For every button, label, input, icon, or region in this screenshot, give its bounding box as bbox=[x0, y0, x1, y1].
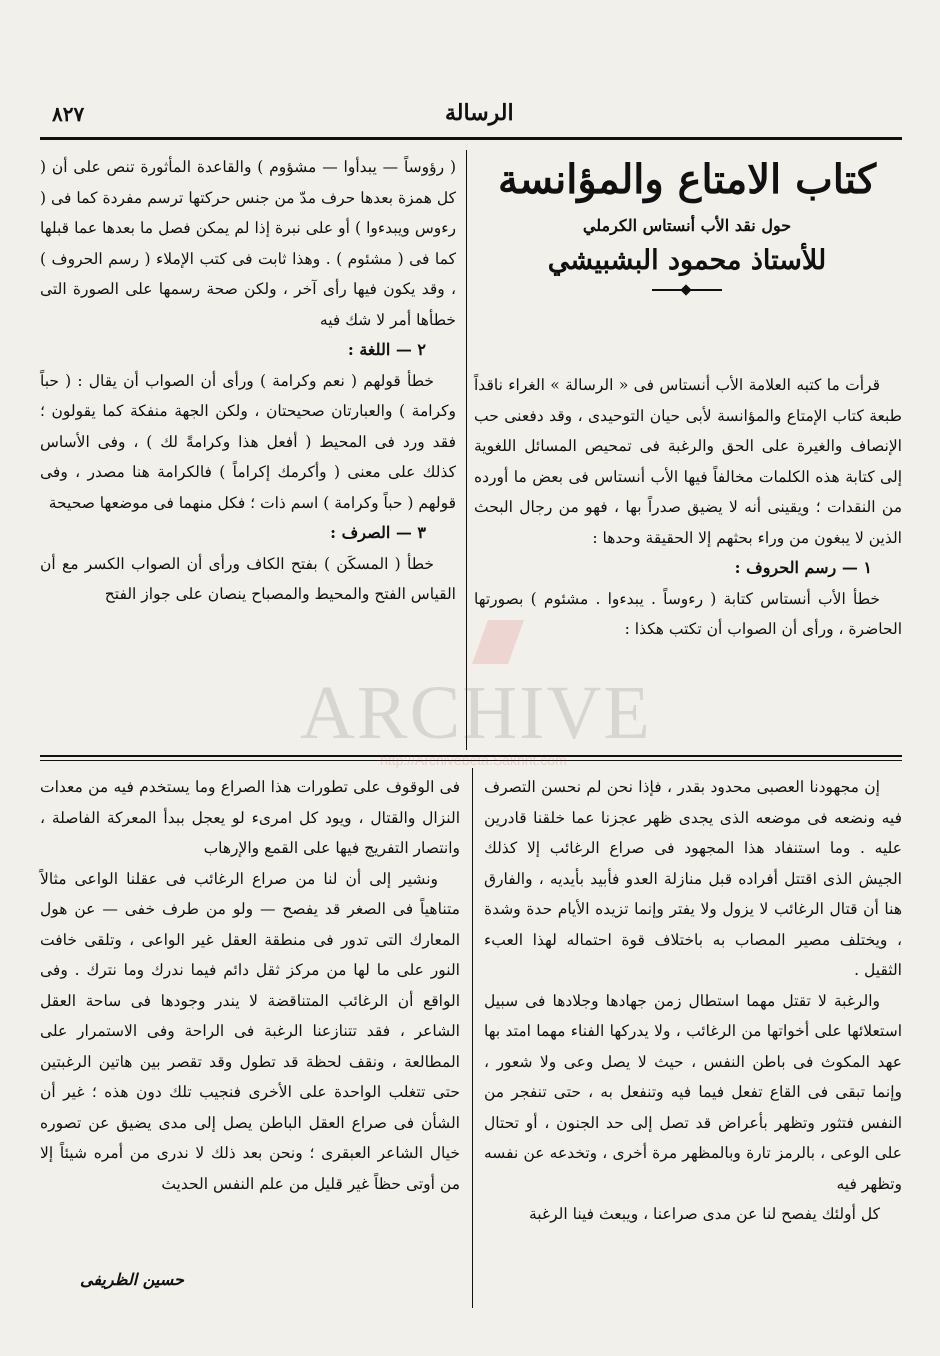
ornament-divider bbox=[652, 286, 722, 294]
article2-left-column bbox=[40, 772, 460, 1199]
paragraph: والرغبة لا تقتل مهما استطال زمن جهادها وجلادها فى سبيل استعلائها على أخواتها من الرغائب ، ولا يدركها الفناء مهما امتد بها عهد المكوث فى باطن النفس ، حيث لا يصل وعى ولا شعور ، وإنما تبقى فى القاع تفعل فيما فيه وتنفعل به ، حتى تنفجر من النفس فتثور وتظهر بأعراض قد تصل إلى حد الجنون ، أو تحتال على الوعى ، بالرمز تارة وبالمظهر مرة أخرى ، وتخدعه عن نفسه وتظهر فيه bbox=[484, 991, 902, 1193]
paragraph: ( رؤوساً — يبدأوا — مشؤوم ) والقاعدة المأثورة تنص على أن ( كل همزة بعدها حرف مدّ من جنس حركتها ترسم مفردة كما فى ( رءوس ويبدءوا ) أو على نبرة إذا لم يمكن فصل ما بعدها عما قبلها كما فى ( مشئوم ) . وهذا ثابت فى كتب الإملاء ( رسم الحروف ) ، وقد يكون فيها رأى آخر ، ولكن صحة رسمها على الصورة التى خطأها أمر لا شك فيه bbox=[40, 158, 456, 329]
article-title-block bbox=[472, 150, 902, 294]
section-heading: ٣ — الصرف : bbox=[330, 523, 426, 542]
article-subtitle: حول نقد الأب أنستاس الكرملي bbox=[582, 216, 792, 235]
section-heading: ٢ — اللغة : bbox=[347, 340, 426, 359]
paragraph: فى الوقوف على تطورات هذا الصراع وما يستخدم فيه من معدات النزال والقتال ، ويود كل امرىء لو يعجل ببدأ المعركة الفاصلة ، وانتصار التفريج فيها على القمع والإرهاب bbox=[40, 778, 460, 857]
article-title: كتاب الامتاع والمؤانسة bbox=[497, 156, 877, 203]
article-author: للأستاذ محمود البشبيشي bbox=[547, 245, 827, 276]
article1-right-column bbox=[474, 370, 902, 645]
article1-left-column bbox=[40, 152, 456, 610]
page-header bbox=[40, 100, 900, 134]
page-number: ٨٢٧ bbox=[52, 102, 85, 126]
paragraph: كل أولئك يفصح لنا عن مدى صراعنا ، ويبعث فينا الرغبة bbox=[529, 1205, 880, 1223]
intro-paragraph: قرأت ما كتبه العلامة الأب أنستاس فى « الرسالة » الغراء ناقداً طبعة كتاب الإمتاع والمؤانسة لأبى حيان التوحيدى ، وقد دفعنى حب الإنصاف والغيرة على الحق والرغبة فى تمحيص المسائل اللغوية إلى كتابة هذه الكلمات مخالفاً فيها الأب أنستاس فى بعض ما أورده من النقدات ؛ ويقينى أنه لا يضيق صدراً بها ، فهو من رجال البحث الذين لا يبغون من وراء بحثهم إلا الحقيقة وحدها : bbox=[474, 376, 902, 547]
journal-name: الرسالة bbox=[445, 100, 514, 126]
paragraph: ونشير إلى أن لنا من صراع الرغائب فى عقلنا الواعى مثالاً متناهياً فى الصغر قد يفصح — ولو من طرف خفى — عن هول المعارك التى تدور فى منطقة العقل غير الواعى ، وتلقى خافت النور على ما لها من مركز ثقل دائم فيما ندرك وما نترك . وفى الواقع أن الرغائب المتناقضة لا يندر وجودها فى ساحة العقل الشاعر ، فقد تتنازعنا الرغبة فى الراحة وفى الاستمرار على المطالعة ، ونقف لحظة قد تطول وقد تقصر بين هاتين الرغبتين حتى تتغلب الواحدة على الأخرى فنجيب تلك دون هذه ؛ غير أن الشأن فى صراع العقل الباطن يصل إلى مدى يضيق عن تصوره خيال الشاعر العبقرى ؛ ونحن بعد ذلك لا ندرى من أمره شيئاً إلا من أوتى حظاً غير قليل من علم النفس الحديث bbox=[40, 869, 460, 1193]
column-divider bbox=[466, 150, 467, 750]
paragraph: خطأ قولهم ( نعم وكرامة ) ورأى أن الصواب أن يقال : ( حباً وكرامة ) والعبارتان صحيحتان ، ولكن الجهة منفكة كما يقولون ؛ فقد ورد فى المحيط ( أفعل هذا وكرامةً لك ) ، وفى الأساس كذلك على معنى ( وأكرمك إكراماً ) فالكرامة هنا مصدر ، وفى قولهم ( حباً وكرامة ) اسم ذات ؛ فكل منهما فى موضعها صحيحة bbox=[40, 371, 456, 512]
header-rule bbox=[40, 137, 902, 140]
article2-right-column bbox=[484, 772, 902, 1230]
watermark-url: http://Archivebeta.Sakhrit.com bbox=[380, 752, 567, 768]
archive-watermark bbox=[300, 660, 680, 768]
section-heading: ١ — رسم الحروف : bbox=[734, 558, 872, 577]
article-separator-rule bbox=[40, 755, 902, 757]
article-separator-rule bbox=[40, 760, 902, 761]
paragraph: خطأ الأب أنستاس كتابة ( رءوساً . يبدءوا . مشئوم ) بصورتها الحاضرة ، ورأى أن الصواب أن تكتب هكذا : bbox=[474, 589, 902, 638]
paragraph: خطأ ( المسكَن ) بفتح الكاف ورأى أن الصواب الكسر مع أن القياس الفتح والمحيط والمصباح ينصان على جواز الفتح bbox=[40, 554, 456, 603]
watermark-text: ARCHIVE bbox=[300, 671, 652, 755]
paragraph: إن مجهودنا العصبى محدود بقدر ، فإذا نحن لم نحسن التصرف فيه ونضعه فى موضعه الذى يجدى ظهر عجزنا عما خلقنا قادرين عليه . وما استنفاد هذا المجهود فى صراع الرغائب إلا كذلك الجيش الذى اقتتل أفراده قبل منازلة العدو فأبيد بأيديه ، والفارق هنا أن قتال الرغائب لا يزول ولا يفتر وإنما تزيده الأيام حدة وشدة ، ويختلف مصير المصاب به باختلاف قوة احتماله لهذا العبء الثقيل . bbox=[484, 778, 902, 979]
column-divider bbox=[472, 768, 473, 1308]
author-signature: حسين الظريفى bbox=[80, 1270, 184, 1289]
